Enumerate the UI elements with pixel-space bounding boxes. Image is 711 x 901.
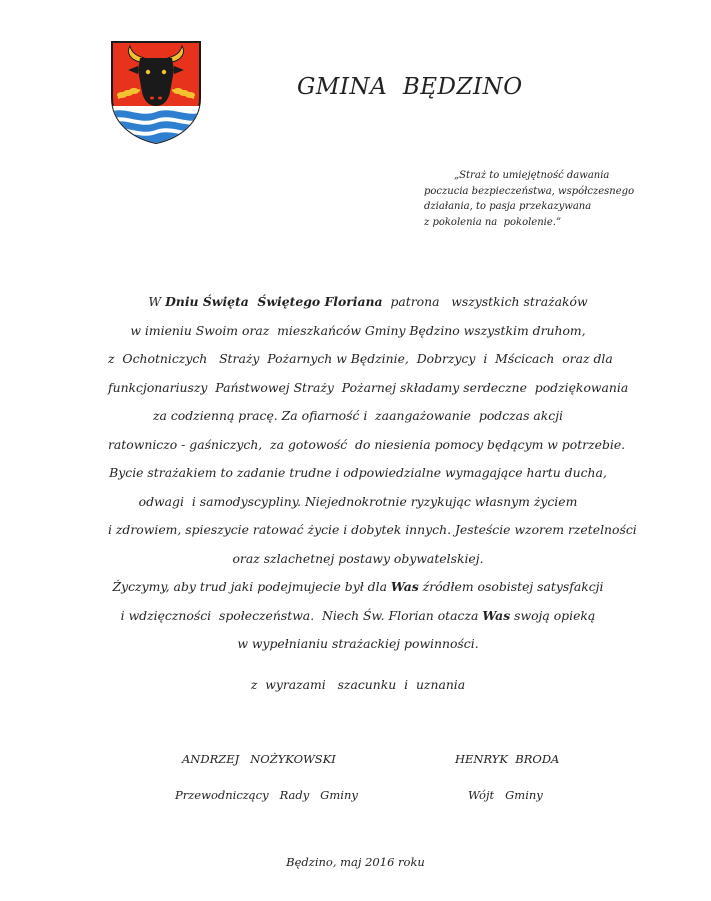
- letter-text: Życzymy, aby trud jaki podejmujecie był dla: [112, 579, 391, 594]
- letter-text: swoją opieką: [510, 607, 596, 623]
- letter-line: i zdrowiem, spieszycie ratować życie i dobytek innych. Jesteście wzorem rzetelności: [108, 522, 637, 537]
- letter-line: odwagi i samodyscypliny. Niejednokrotnie ryzykując własnym życiem: [138, 493, 578, 509]
- place-date: Będzino, maj 2016 roku: [286, 855, 425, 869]
- letter-line: Bycie strażakiem to zadanie trudne i odpowiedzialne wymagające hartu ducha,: [109, 465, 607, 480]
- letter-line: w wypełnianiu strażackiej powinności.: [237, 636, 479, 651]
- letter-text: W: [148, 294, 166, 309]
- letter-body: [108, 288, 637, 699]
- letter-text: źródłem osobistej satysfakcji: [418, 579, 604, 594]
- letter-closing: z wyrazami szacunku i uznania: [250, 676, 466, 692]
- signature-right-title: Wójt Gminy: [468, 788, 543, 802]
- motto-quote: [396, 168, 656, 230]
- motto-line: z pokolenia na pokolenie.”: [424, 216, 562, 228]
- letter-line: [108, 602, 608, 631]
- letter-line: za codzienną pracę. Za ofiarność i zaangażowanie podczas akcji: [152, 408, 564, 423]
- letter-line: funkcjonariuszy Państwowej Straży Pożarnej składamy serdeczne podziękowania: [108, 379, 629, 395]
- letter-emphasis: Was: [482, 607, 511, 623]
- letter-line: ratowniczo - gaśniczych, za gotowość do niesienia pomocy będącym w potrzebie.: [108, 436, 626, 452]
- letter-line: z Ochotniczych Straży Pożarnych w Będzinie, Dobrzycy i Mścicach oraz dla: [108, 351, 613, 366]
- document-title: GMINA BĘDZINO: [297, 74, 523, 100]
- letter-emphasis: Was: [390, 579, 419, 594]
- signature-left-title: Przewodniczący Rady Gminy: [175, 788, 358, 802]
- letter-text: patrona wszystkich strażaków: [382, 294, 588, 309]
- signature-left-name: ANDRZEJ NOŻYKOWSKI: [182, 752, 336, 766]
- letter-line: w imieniu Swoim oraz mieszkańców Gminy Będzino wszystkim druhom,: [130, 322, 586, 338]
- motto-line: „Straż to umiejętność dawania: [454, 170, 610, 181]
- letter-emphasis: Dniu Święta Świętego Floriana: [165, 294, 383, 309]
- letter-line: [108, 288, 608, 317]
- letter-text: i wdzięczności społeczeństwa. Niech Św. Florian otacza: [120, 607, 483, 623]
- signature-right-name: HENRYK BRODA: [455, 752, 560, 766]
- motto-line: działania, to pasja przekazywana: [424, 201, 592, 212]
- motto-line: poczucia bezpieczeństwa, współczesnego: [424, 185, 635, 197]
- letter-line: [108, 573, 608, 602]
- coat-of-arms-icon: [110, 40, 202, 145]
- letter-line: oraz szlachetnej postawy obywatelskiej.: [232, 550, 484, 566]
